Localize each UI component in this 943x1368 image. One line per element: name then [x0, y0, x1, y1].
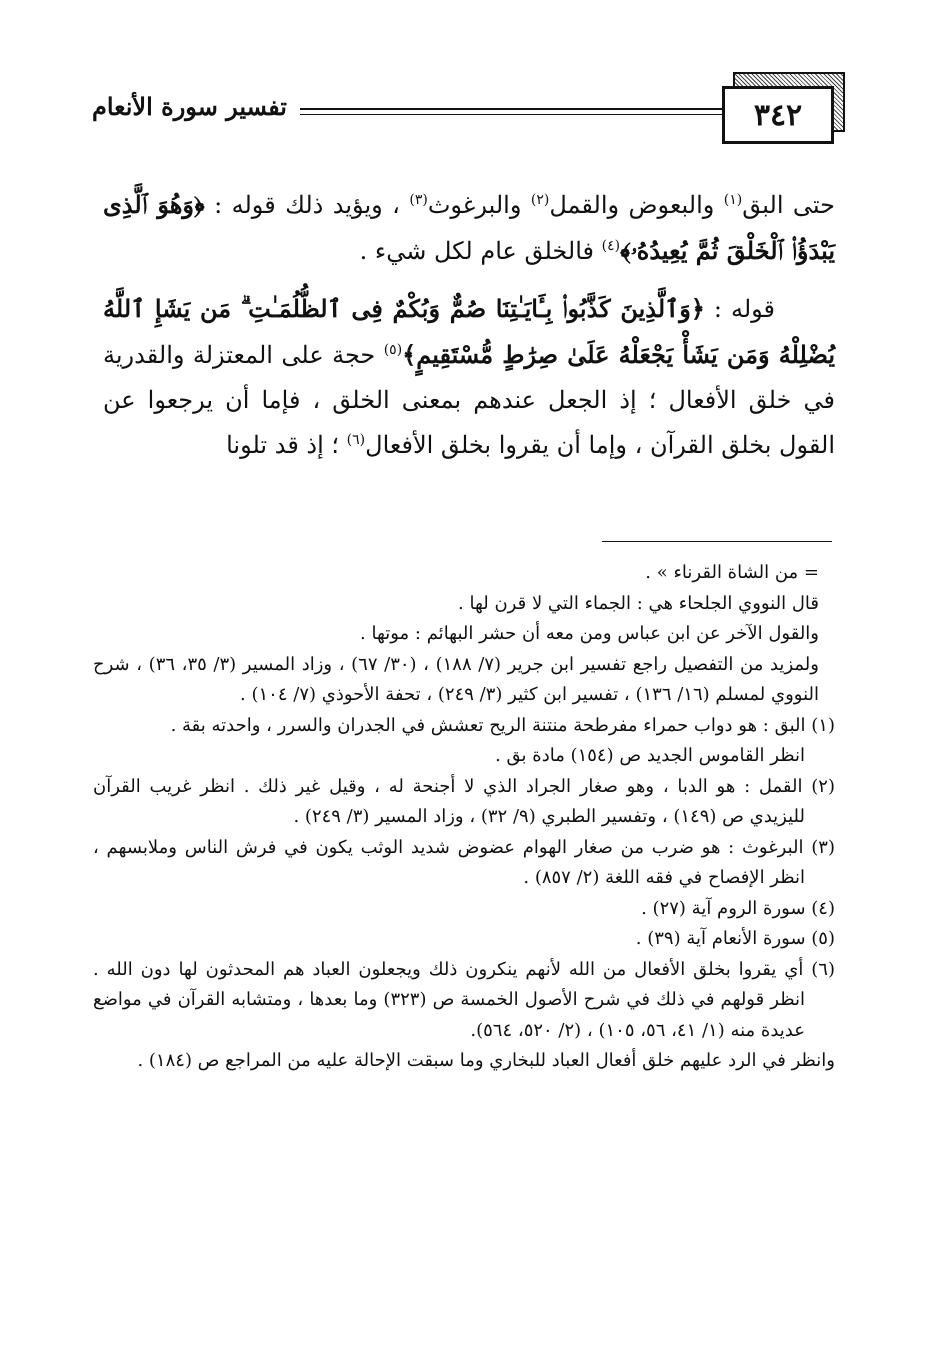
- page-number: ٣٤٢: [722, 86, 834, 144]
- quran-verse: ﴿وَٱلَّذِينَ كَذَّبُوا۟ بِـَٔايَـٰتِنَا صُمٌّ وَبُكْمٌ فِى ٱلظُّلُمَـٰتِ ۗ مَن يَشَإِ ٱللَّهُ يُضْلِلْهُ وَمَن يَشَأْ يَجْعَلْهُ عَلَىٰ صِرَٰطٍ مُّسْتَقِيمٍ﴾: [103, 294, 835, 369]
- footnote-text: سورة الأنعام آية (٣٩) .: [635, 928, 806, 949]
- quran-verse: ﴿وَهُوَ ٱلَّذِى يَبْدَؤُا۟ ٱلْخَلْقَ ثُمَّ يُعِيدُهُۥ﴾: [103, 190, 835, 265]
- header-rule-thin: [300, 114, 722, 115]
- footnote-text: البرغوث : هو ضرب من صغار الهوام عضوض شديد الوثب يكون في فرش الناس وملابسهم ، انظر الإفصاح في فقه اللغة (٢/ ٨٥٧) .: [93, 836, 805, 888]
- footnote-number: (٤): [811, 897, 835, 919]
- footnote-continued: ولمزيد من التفصيل راجع تفسير ابن جرير (٧/ ١٨٨) ، (٣٠/ ٦٧) ، وزاد المسير (٣/ ٣٥، ٣٦) ، شرح النووي لمسلم (١٦/ ١٣٦) ، تفسير ابن كثير (٣/ ٢٤٩) ، تحفة الأحوذي (٧/ ١٠٤) .: [93, 653, 819, 705]
- footnote-text: سورة الروم آية (٢٧) .: [641, 897, 806, 919]
- text-run: والبعوض والقمل: [549, 191, 724, 219]
- paragraph-1: [103, 182, 835, 274]
- header-rule: [300, 108, 722, 110]
- footnote-text: البق : هو دواب حمراء مفرطحة منتنة الريح تعشش في الجدران والسرر ، واحدته بقة .: [170, 714, 806, 736]
- footnote-1: [93, 711, 835, 742]
- footnote-5: [93, 924, 835, 955]
- text-run: ، ويؤيد ذلك قوله :: [214, 191, 410, 219]
- footnotes: [93, 558, 835, 1077]
- footnote-text: القمل : هو الدبا ، وهو صغار الجراد الذي لا أجنحة له ، وقيل غير ذلك . انظر غريب القرآن لليزيدي ص (١٤٩) ، وتفسير الطبري (٩/ ٣٢) ، وزاد المسير (٣/ ٢٤٩) .: [93, 775, 805, 827]
- footnote-2: [93, 772, 835, 833]
- footnote-number: (٣): [811, 836, 835, 858]
- footnote-ref: (٦): [346, 432, 366, 448]
- running-title: تفسير سورة الأنعام: [92, 92, 287, 121]
- footnote-continued: = من الشاة القرناء » .: [645, 562, 819, 583]
- text-run: حتى البق: [742, 191, 836, 219]
- footnote-ref: (٣): [409, 192, 428, 208]
- footnote-text: أي يقروا بخلق الأفعال من الله لأنهم ينكرون ذلك ويجعلون العباد هم المحدثون لها دون الله . انظر قولهم في ذلك في شرح الأصول الخمسة ص (٣٢٣) وما بعدها ، ومتشابه القرآن في مواضع عديدة منه (١/ ٤١، ٥٦، ١٠٥) ، (٢/ ٥٢٠، ٥٦٤).: [93, 958, 805, 1041]
- footnote-separator: [602, 541, 832, 542]
- text-run: فالخلق عام لكل شيء .: [359, 237, 602, 265]
- footnote-ref: (٥): [383, 342, 403, 358]
- main-text: [103, 182, 835, 468]
- text-run: حجة على المعتزلة والقدرية في خلق الأفعال ؛ إذ الجعل عندهم بمعنى الخلق ، فإما أن يرجعوا عن القول بخلق القرآن ، وإما أن يقروا بخلق الأفعال: [103, 341, 835, 459]
- footnote-1-extra: انظر القاموس الجديد ص (١٥٤) مادة بق .: [495, 745, 805, 766]
- footnote-continued: قال النووي الجلحاء هي : الجماء التي لا قرن لها .: [458, 592, 819, 614]
- footnote-3: [93, 833, 835, 894]
- footnote-number: (٦): [811, 958, 835, 980]
- footnote-ref: (٢): [530, 192, 550, 208]
- footnote-6-extra: وانظر في الرد عليهم خلق أفعال العباد للبخاري وما سبقت الإحالة عليه من المراجع ص (١٨٤) .: [137, 1050, 835, 1071]
- footnote-6: [93, 955, 835, 1047]
- footnote-number: (٢): [811, 775, 835, 797]
- footnote-4: [93, 894, 835, 925]
- paragraph-2: [103, 286, 835, 468]
- footnote-number: (١): [811, 714, 835, 736]
- text-run: قوله :: [704, 295, 775, 323]
- footnote-ref: (١): [723, 192, 743, 208]
- text-run: ؛ إذ قد تلونا: [226, 431, 347, 459]
- footnote-continued: والقول الآخر عن ابن عباس ومن معه أن حشر البهائم : موتها .: [360, 623, 819, 644]
- footnote-number: (٥): [811, 928, 835, 949]
- footnote-ref: (٤): [601, 238, 621, 254]
- text-run: والبرغوث: [427, 191, 531, 219]
